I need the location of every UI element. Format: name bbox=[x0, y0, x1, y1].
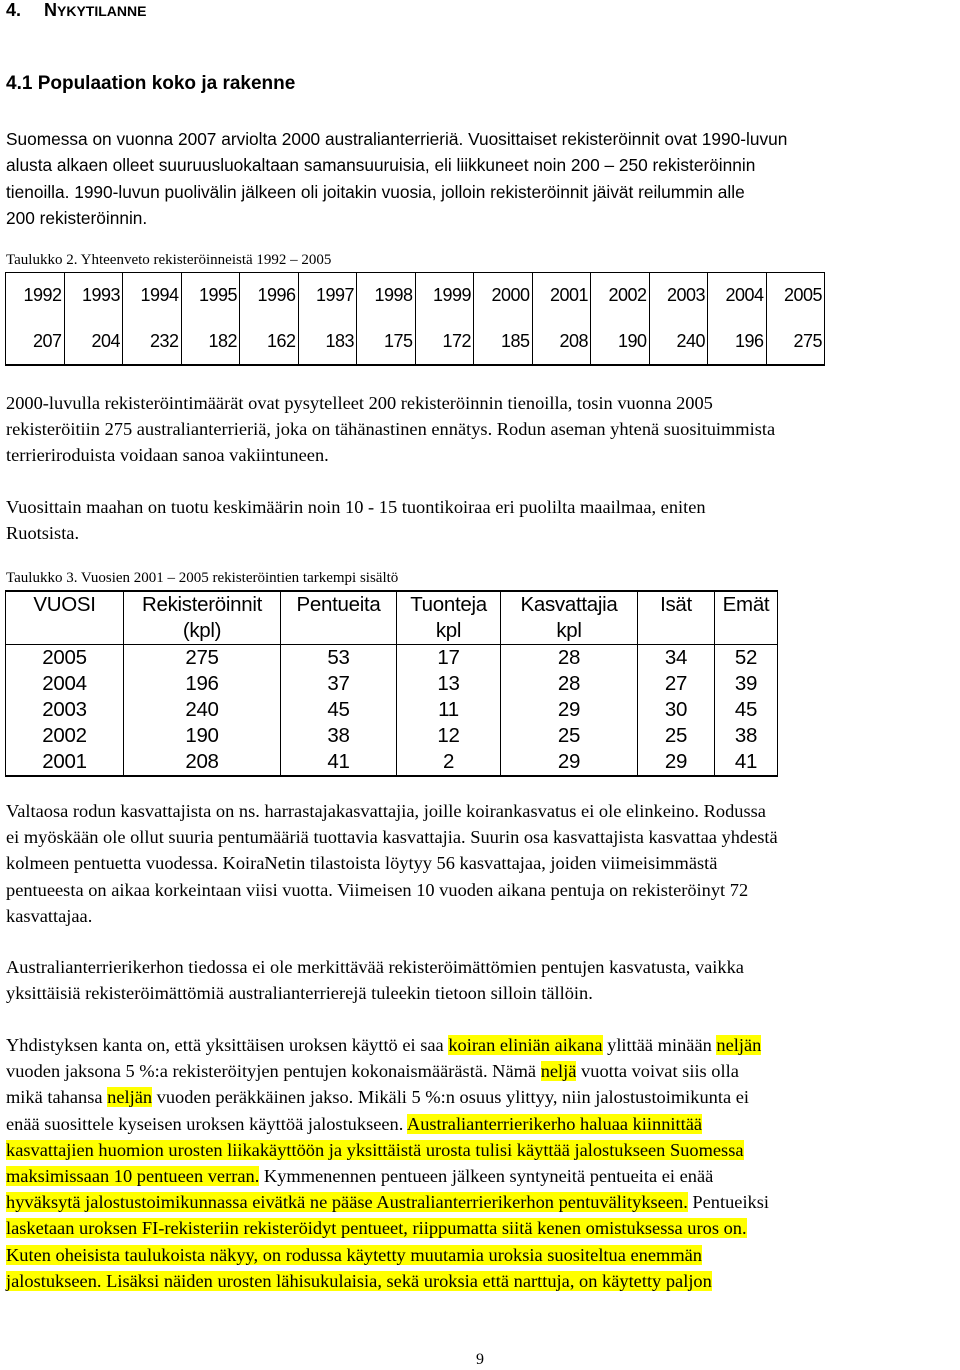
paragraph-imports bbox=[6, 494, 958, 546]
text-line: terrieriroduista voidaan sanoa vakiintuneen. bbox=[6, 445, 329, 466]
text-run: Yhdistyksen kanta on, että yksittäisen uroksen käyttö ei saa bbox=[6, 1035, 449, 1055]
text-line: ei myöskään ole ollut suuria pentumääriä tuottavia kasvattajia. Suurin osa kasvattajista kasvattaa yhdestä bbox=[6, 827, 778, 848]
text-line: Australianterrierikerhon tiedossa ei ole merkittävää rekisteröimättömien pentujen kasvatusta, vaikka bbox=[6, 957, 744, 977]
table-cell: 13 bbox=[397, 671, 501, 697]
text-line: kolmeen pentuetta vuodessa. KoiraNetin tilastoista löytyy 56 kasvattajaa, joiden viimeisimmästä bbox=[6, 853, 718, 874]
table-row bbox=[6, 671, 778, 697]
count-cell: 240 bbox=[649, 319, 708, 365]
table-cell: 2 bbox=[397, 749, 501, 776]
highlighted-text: kasvattajien huomion urosten liikakäyttöön ja yksittäistä urosta tulisi käyttää jalostukseen Suomessa bbox=[6, 1139, 744, 1160]
highlighted-text: lasketaan uroksen FI-rekisteriin rekisteröidyt pentueet, riippumatta siitä kenen omistuksessa uros on. bbox=[6, 1218, 747, 1239]
text-line: 2000-luvulla rekisteröintimäärät ovat pysytelleet 200 rekisteröinnin tienoilla, tosin vuonna 2005 bbox=[6, 393, 713, 413]
paragraph-unregistered bbox=[6, 954, 958, 1006]
header-cell bbox=[715, 618, 778, 645]
table-cell: 34 bbox=[638, 645, 715, 672]
header-cell: Kasvattajia bbox=[501, 591, 638, 618]
table-cell: 29 bbox=[501, 697, 638, 723]
text-line: 200 rekisteröinnin. bbox=[6, 207, 148, 228]
count-cell: 182 bbox=[181, 319, 240, 365]
year-cell: 1992 bbox=[6, 273, 65, 319]
table3-header-row bbox=[6, 591, 778, 618]
count-cell: 175 bbox=[357, 319, 416, 365]
table-cell: 25 bbox=[638, 723, 715, 749]
text-run: vuotta voivat siis olla bbox=[576, 1061, 739, 1082]
registrations-detail-table bbox=[5, 590, 778, 777]
chapter-number: 4. bbox=[6, 0, 22, 20]
header-cell: kpl bbox=[397, 618, 501, 645]
header-cell bbox=[638, 618, 715, 645]
registrations-summary-table bbox=[5, 272, 825, 366]
table2-year-row bbox=[6, 273, 825, 319]
year-cell: 2001 bbox=[532, 273, 591, 319]
table-cell: 45 bbox=[281, 697, 397, 723]
table-cell: 17 bbox=[397, 645, 501, 672]
text-line: Valtaosa rodun kasvattajista on ns. harrastajakasvattajia, joille koirankasvatus ei ole elinkeino. Rodussa bbox=[6, 801, 766, 821]
year-cell: 2000 bbox=[474, 273, 533, 319]
chapter-title-rest: YKYTILANNE bbox=[57, 3, 147, 19]
paragraph-stud-policy bbox=[6, 1032, 958, 1294]
table3-caption: Taulukko 3. Vuosien 2001 – 2005 rekisteröintien tarkempi sisältö bbox=[6, 570, 399, 586]
text-run: ylittää minään bbox=[602, 1035, 717, 1055]
table-cell: 52 bbox=[715, 645, 778, 672]
page-number: 9 bbox=[476, 1351, 484, 1368]
year-cell: 1999 bbox=[415, 273, 474, 319]
table-cell: 27 bbox=[638, 671, 715, 697]
text-run: enää suosittele kyseisen uroksen käyttöä jalostukseen. bbox=[6, 1113, 407, 1134]
table-cell: 275 bbox=[124, 645, 281, 672]
text-line bbox=[6, 1189, 958, 1215]
count-cell: 204 bbox=[64, 319, 123, 365]
text-run: Kymmenennen pentueen jälkeen syntyneitä pentueita ei enää bbox=[259, 1166, 714, 1187]
table-row bbox=[6, 749, 778, 776]
count-cell: 183 bbox=[298, 319, 357, 365]
header-cell: kpl bbox=[501, 618, 638, 645]
count-cell: 190 bbox=[591, 319, 650, 365]
table-cell: 240 bbox=[124, 697, 281, 723]
section-heading: 4.1 Populaation koko ja rakenne bbox=[6, 73, 296, 94]
table-cell: 37 bbox=[281, 671, 397, 697]
count-cell: 185 bbox=[474, 319, 533, 365]
count-cell: 208 bbox=[532, 319, 591, 365]
highlighted-text: neljä bbox=[540, 1061, 577, 1082]
text-line: yksittäisiä rekisteröimättömiä australianterrierejä tuleekin tietoon silloin tällöin. bbox=[6, 983, 593, 1004]
text-line bbox=[6, 1032, 958, 1058]
paragraph-intro bbox=[6, 126, 958, 231]
year-cell: 2005 bbox=[766, 273, 825, 319]
text-line bbox=[6, 1242, 958, 1268]
text-line bbox=[6, 1163, 958, 1189]
table-cell: 29 bbox=[638, 749, 715, 776]
header-cell bbox=[6, 618, 124, 645]
text-line bbox=[6, 1137, 958, 1163]
table-cell: 45 bbox=[715, 697, 778, 723]
table-cell: 208 bbox=[124, 749, 281, 776]
text-line bbox=[6, 1111, 958, 1137]
header-cell bbox=[281, 618, 397, 645]
table3-header-row bbox=[6, 618, 778, 645]
chapter-title-initial: N bbox=[44, 0, 57, 20]
count-cell: 162 bbox=[240, 319, 299, 365]
highlighted-text: maksimissaan 10 pentueen verran. bbox=[6, 1166, 260, 1187]
table-cell: 28 bbox=[501, 671, 638, 697]
text-line: Suomessa on vuonna 2007 arviolta 2000 australianterrieriä. Vuosittaiset rekisteröinnit ovat 1990-luvun bbox=[6, 129, 788, 149]
table3-header bbox=[6, 591, 778, 645]
text-run: vuoden jaksona 5 %:a rekisteröityjen pentujen kokonaismäärästä. Nämä bbox=[6, 1061, 541, 1082]
table-cell: 2005 bbox=[6, 645, 124, 672]
table-cell: 2003 bbox=[6, 697, 124, 723]
header-cell: Emät bbox=[715, 591, 778, 618]
paragraph-breeders bbox=[6, 798, 958, 929]
table2-count-row bbox=[6, 319, 825, 365]
text-line bbox=[6, 1268, 958, 1294]
text-line: tienoilla. 1990-luvun puolivälin jälkeen oli joitakin vuosia, jolloin rekisteröinnit jäivät reilummin alle bbox=[6, 181, 745, 202]
highlighted-text: neljän bbox=[107, 1087, 153, 1108]
table-cell: 28 bbox=[501, 645, 638, 672]
table-cell: 190 bbox=[124, 723, 281, 749]
text-line: alusta alkaen olleet suuruusluokaltaan samansuuruisia, eli liikkuneet noin 200 – 250 rekisteröinnin bbox=[6, 155, 756, 176]
highlighted-text: neljän bbox=[716, 1035, 762, 1055]
table3-body bbox=[6, 645, 778, 777]
highlighted-text: hyväksytä jalostustoimikunnassa eivätkä ne pääse Australianterrierikerhon pentuvälitykseen. bbox=[6, 1192, 688, 1213]
table-cell: 2001 bbox=[6, 749, 124, 776]
year-cell: 1994 bbox=[123, 273, 182, 319]
table-cell: 38 bbox=[281, 723, 397, 749]
table-cell: 29 bbox=[501, 749, 638, 776]
paragraph-2000s bbox=[6, 390, 958, 469]
header-cell: Rekisteröinnit bbox=[124, 591, 281, 618]
highlighted-text: jalostukseen. Lisäksi näiden urosten lähisukulaisia, sekä uroksia että narttuja, on käytetty paljon bbox=[6, 1270, 712, 1291]
table2-body bbox=[6, 273, 825, 365]
table-cell: 39 bbox=[715, 671, 778, 697]
table-cell: 196 bbox=[124, 671, 281, 697]
table-cell: 2004 bbox=[6, 671, 124, 697]
year-cell: 1995 bbox=[181, 273, 240, 319]
count-cell: 275 bbox=[766, 319, 825, 365]
header-cell: (kpl) bbox=[124, 618, 281, 645]
count-cell: 232 bbox=[123, 319, 182, 365]
count-cell: 207 bbox=[6, 319, 65, 365]
table-cell: 11 bbox=[397, 697, 501, 723]
count-cell: 172 bbox=[415, 319, 474, 365]
table-cell: 41 bbox=[715, 749, 778, 776]
text-line: Ruotsista. bbox=[6, 523, 80, 544]
highlighted-text: Australianterrierikerho haluaa kiinnittää bbox=[406, 1113, 703, 1134]
table-cell: 38 bbox=[715, 723, 778, 749]
highlighted-text: Kuten oheisista taulukoista näkyy, on rodussa käytetty muutamia uroksia suositeltua enemmän bbox=[6, 1244, 702, 1265]
text-line: Vuosittain maahan on tuotu keskimäärin noin 10 - 15 tuontikoiraa eri puolilta maailmaa, eniten bbox=[6, 497, 706, 517]
text-line bbox=[6, 1084, 958, 1110]
year-cell: 1993 bbox=[64, 273, 123, 319]
text-line: pentueesta on aikaa korkeintaan viisi vuotta. Viimeisen 10 vuoden aikana pentuja on rekisteröinyt 72 bbox=[6, 879, 749, 900]
header-cell: Pentueita bbox=[281, 591, 397, 618]
table-cell: 25 bbox=[501, 723, 638, 749]
header-cell: VUOSI bbox=[6, 591, 124, 618]
table-cell: 41 bbox=[281, 749, 397, 776]
text-line bbox=[6, 1215, 958, 1241]
header-cell: Isät bbox=[638, 591, 715, 618]
table-cell: 12 bbox=[397, 723, 501, 749]
table-cell: 53 bbox=[281, 645, 397, 672]
table-row bbox=[6, 697, 778, 723]
chapter-heading bbox=[6, 0, 146, 23]
text-run: vuoden peräkkäinen jakso. Mikäli 5 %:n osuus ylittyy, niin jalostustoimikunta ei bbox=[152, 1087, 750, 1108]
text-line bbox=[6, 1058, 958, 1084]
text-run: mikä tahansa bbox=[6, 1087, 108, 1108]
year-cell: 1998 bbox=[357, 273, 416, 319]
table-row bbox=[6, 723, 778, 749]
highlighted-text: koiran eliniän aikana bbox=[448, 1035, 603, 1055]
table2-caption: Taulukko 2. Yhteenveto rekisteröinneistä 1992 – 2005 bbox=[6, 252, 332, 268]
count-cell: 196 bbox=[708, 319, 767, 365]
year-cell: 2004 bbox=[708, 273, 767, 319]
year-cell: 2002 bbox=[591, 273, 650, 319]
header-cell: Tuonteja bbox=[397, 591, 501, 618]
year-cell: 1997 bbox=[298, 273, 357, 319]
text-run: Pentueiksi bbox=[687, 1192, 770, 1213]
text-line: rekisteröitiin 275 australianterrieriä, joka on tähänastinen ennätys. Rodun aseman yhtenä suosituimmista bbox=[6, 419, 776, 440]
table-cell: 30 bbox=[638, 697, 715, 723]
year-cell: 2003 bbox=[649, 273, 708, 319]
table-row bbox=[6, 645, 778, 672]
year-cell: 1996 bbox=[240, 273, 299, 319]
table-cell: 2002 bbox=[6, 723, 124, 749]
text-line: kasvattajaa. bbox=[6, 905, 93, 926]
